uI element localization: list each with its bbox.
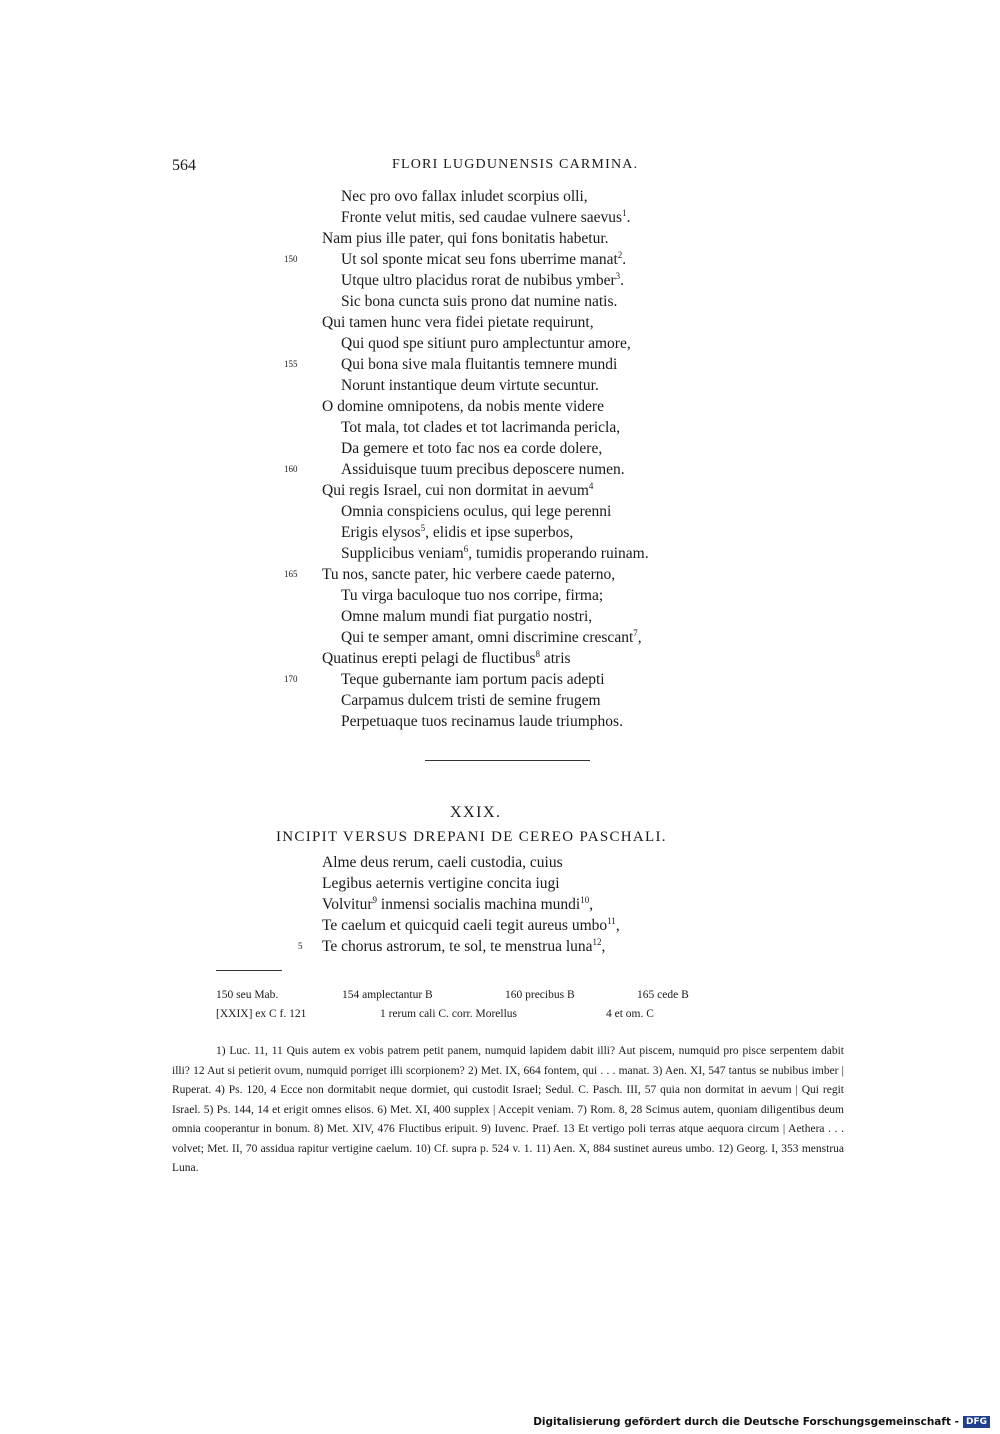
verse-text: [341, 692, 601, 710]
verse-line: [0, 917, 1000, 938]
footnote-ref: 4: [588, 481, 594, 491]
verse-text: [322, 398, 604, 416]
line-number: 160: [284, 464, 298, 474]
verse-text: [341, 335, 631, 353]
verse-text: [341, 587, 603, 605]
verse-main: Assiduisque tuum precibus deposcere numen.: [341, 461, 625, 478]
verse-text: [341, 209, 630, 227]
footnote-ref: 7: [633, 628, 638, 638]
notes-rule: [216, 970, 282, 971]
verse-line: [0, 875, 1000, 896]
footnote-ref: 11: [607, 916, 616, 926]
verse-main: Tot mala, tot clades et tot lacrimanda pericla,: [341, 419, 621, 436]
verse-main: Nam pius ille pater, qui fons bonitatis habetur.: [322, 230, 609, 247]
verse-text: [322, 875, 560, 893]
verse-main: Ut sol sponte micat seu fons uberrime manat: [341, 251, 618, 268]
verse-line: [0, 938, 1000, 959]
verse-text: [341, 272, 624, 290]
verse-line: [0, 587, 1000, 608]
footnote-ref: 8: [535, 649, 540, 659]
verse-main: Norunt instantique deum virtute secuntur.: [341, 377, 599, 394]
verse-line: [0, 314, 1000, 335]
poem-section-xxviii: [0, 188, 1000, 734]
verse-continuation: ,: [589, 896, 594, 913]
section-number: XXIX.: [450, 804, 502, 821]
verse-main: Quatinus erepti pelagi de fluctibus: [322, 650, 536, 667]
footnote-ref: 6: [463, 544, 469, 554]
verse-continuation: .: [620, 272, 625, 289]
footnote-ref: 12: [592, 937, 602, 947]
verse-line: [0, 251, 1000, 272]
verse-line: [0, 293, 1000, 314]
verse-main: Te caelum et quicquid caeli tegit aureus umbo: [322, 917, 608, 934]
verse-main: Volvitur: [322, 896, 373, 913]
line-number: 155: [284, 359, 298, 369]
verse-text: [341, 251, 626, 269]
verse-continuation: , elidis et ipse superbos,: [425, 524, 574, 541]
verse-continuation: inmensi socialis machina mundi: [377, 896, 581, 913]
footnote-ref: 3: [615, 271, 621, 281]
verse-line: [0, 209, 1000, 230]
digitization-credit: [533, 1416, 990, 1428]
verse-main: Perpetuaque tuos recinamus laude triumphos.: [341, 713, 623, 730]
apparatus-entry: 1 rerum cali C. corr. Morellus: [380, 1008, 518, 1020]
verse-main: O domine omnipotens, da nobis mente videre: [322, 398, 604, 415]
footnote-ref: 9: [372, 895, 378, 905]
verse-main: Carpamus dulcem tristi de semine frugem: [341, 692, 601, 709]
dfg-logo: DFG: [963, 1416, 990, 1428]
verse-main: Teque gubernante iam portum pacis adepti: [341, 671, 605, 688]
verse-line: [0, 545, 1000, 566]
verse-main: Fronte velut mitis, sed caudae vulnere saevus: [341, 209, 623, 226]
verse-main: Erigis elysos: [341, 524, 421, 541]
verse-line: [0, 398, 1000, 419]
verse-line: [0, 713, 1000, 734]
verse-text: [341, 377, 599, 395]
verse-text: [341, 356, 617, 374]
verse-line: [0, 272, 1000, 293]
page-number: 564: [172, 157, 196, 174]
verse-text: [341, 629, 642, 647]
verse-main: Supplicibus veniam: [341, 545, 464, 562]
verse-line: [0, 608, 1000, 629]
critical-apparatus: [216, 989, 776, 1027]
footnote-ref: 1: [622, 208, 627, 218]
apparatus-entry: 154 amplectantur B: [342, 989, 433, 1001]
verse-main: Alme deus rerum, caeli custodia, cuius: [322, 854, 563, 871]
verse-line: [0, 629, 1000, 650]
apparatus-entry: 160 precibus B: [505, 989, 575, 1001]
line-number: 150: [284, 254, 298, 264]
verse-continuation: ,: [615, 917, 620, 934]
apparatus-line: [216, 1008, 776, 1027]
verse-line: [0, 896, 1000, 917]
verse-line: [0, 650, 1000, 671]
verse-continuation: , tumidis properando ruinam.: [468, 545, 649, 562]
apparatus-entry: 150 seu Mab.: [216, 989, 279, 1001]
verse-text: [322, 230, 609, 248]
verse-text: [341, 440, 602, 458]
verse-text: [341, 608, 592, 626]
verse-text: [322, 896, 593, 914]
footnote-ref: 5: [420, 523, 426, 533]
verse-main: Da gemere et toto fac nos ea corde dolere,: [341, 440, 603, 457]
verse-text: [322, 917, 620, 935]
verse-main: Utque ultro placidus rorat de nubibus ymber: [341, 272, 616, 289]
footnotes-text: 1) Luc. 11, 11 Quis autem ex vobis patrem petit panem, numquid lapidem dabit illi? Aut piscem, numquid pro pisce serpentem dabit illi? 12 Aut si petierit ovum, numquid porriget illi scorpionem? 2) Met. IX, 664 fontem, qui . . . manat. 3) Aen. XI, 547 tantus se nubibus imber | Ruperat. 4) Ps. 120, 4 Ecce non dormitabit neque dormiet, qui custodit Israel; Sedul. C. Pasch. III, 57 quia non dormitat in aevum | Qui regit Israel. 5) Ps. 144, 14 et erigit omnes elisos. 6) Met. XI, 400 supplex | Accepit veniam. 7) Rom. 8, 28 Scimus autem, quoniam diligentibus deum omnia cooperantur in bonum. 8) Met. XIV, 476 Fluctibus eripuit. 9) Iuvenc. Praef. 13 Et vertigo poli terras atque aequora circum | Aethera . . . volvet; Met. II, 70 assidua rapitur vertigine caelum. 10) Cf. supra p. 524 v. 1. 11) Aen. X, 884 sustinet aureus umbo. 12) Georg. I, 353 menstrua Luna.: [172, 1045, 844, 1174]
verse-text: [341, 419, 620, 437]
line-number: 5: [298, 941, 303, 951]
footnote-ref: 2: [617, 250, 623, 260]
verse-text: [341, 293, 617, 311]
verse-line: [0, 377, 1000, 398]
verse-text: [341, 503, 611, 521]
verse-continuation: .: [622, 251, 627, 268]
verse-text: [341, 671, 605, 689]
verse-line: [0, 461, 1000, 482]
verse-line: [0, 440, 1000, 461]
verse-line: [0, 671, 1000, 692]
apparatus-entry: 4 et om. C: [606, 1008, 654, 1020]
verse-text: [341, 524, 573, 542]
verse-text: [322, 482, 593, 500]
footnote-ref: 10: [580, 895, 590, 905]
verse-main: Qui te semper amant, omni discrimine crescant: [341, 629, 634, 646]
verse-main: Tu virga baculoque tuo nos corripe, firma;: [341, 587, 604, 604]
verse-main: Te chorus astrorum, te sol, te menstrua luna: [322, 938, 593, 955]
verse-main: Sic bona cuncta suis prono dat numine natis.: [341, 293, 618, 310]
running-head: FLORI LUGDUNENSIS CARMINA.: [392, 157, 639, 172]
apparatus-line: [216, 989, 776, 1008]
verse-main: Omnia conspiciens oculus, qui lege perenni: [341, 503, 612, 520]
verse-line: [0, 482, 1000, 503]
verse-line: [0, 566, 1000, 587]
verse-text: [341, 713, 623, 731]
poem-section-xxix: [0, 854, 1000, 959]
verse-main: Qui regis Israel, cui non dormitat in aevum: [322, 482, 589, 499]
verse-main: Tu nos, sancte pater, hic verbere caede paterno,: [322, 566, 616, 583]
verse-text: [341, 188, 588, 206]
line-number: 165: [284, 569, 298, 579]
verse-text: [341, 545, 649, 563]
verse-main: Legibus aeternis vertigine concita iugi: [322, 875, 560, 892]
verse-main: Qui tamen hunc vera fidei pietate requirunt,: [322, 314, 594, 331]
verse-line: [0, 335, 1000, 356]
verse-line: [0, 188, 1000, 209]
section-title: INCIPIT VERSUS DREPANI DE CEREO PASCHALI.: [276, 829, 667, 845]
verse-continuation: atris: [540, 650, 571, 667]
verse-line: [0, 524, 1000, 545]
verse-text: [322, 314, 594, 332]
verse-line: [0, 503, 1000, 524]
verse-line: [0, 692, 1000, 713]
apparatus-entry: [XXIX] ex C f. 121: [216, 1008, 307, 1020]
verse-line: [0, 230, 1000, 251]
verse-line: [0, 419, 1000, 440]
verse-text: [322, 854, 563, 872]
verse-continuation: ,: [637, 629, 642, 646]
verse-main: Omne malum mundi fiat purgatio nostri,: [341, 608, 593, 625]
verse-main: Qui quod spe sitiunt puro amplectuntur amore,: [341, 335, 631, 352]
apparatus-entry: 165 cede B: [637, 989, 689, 1001]
verse-main: Qui bona sive mala fluitantis temnere mundi: [341, 356, 618, 373]
verse-main: Nec pro ovo fallax inludet scorpius olli,: [341, 188, 588, 205]
verse-continuation: ,: [601, 938, 606, 955]
verse-line: [0, 356, 1000, 377]
credit-text: Digitalisierung gefördert durch die Deutsche Forschungsgemeinschaft -: [533, 1416, 959, 1428]
verse-text: [322, 566, 615, 584]
verse-continuation: .: [626, 209, 631, 226]
verse-line: [0, 854, 1000, 875]
line-number: 170: [284, 674, 298, 684]
footnotes: [172, 1042, 844, 1179]
verse-text: [322, 938, 605, 956]
section-separator: [425, 760, 590, 761]
verse-text: [322, 650, 571, 668]
verse-text: [341, 461, 625, 479]
